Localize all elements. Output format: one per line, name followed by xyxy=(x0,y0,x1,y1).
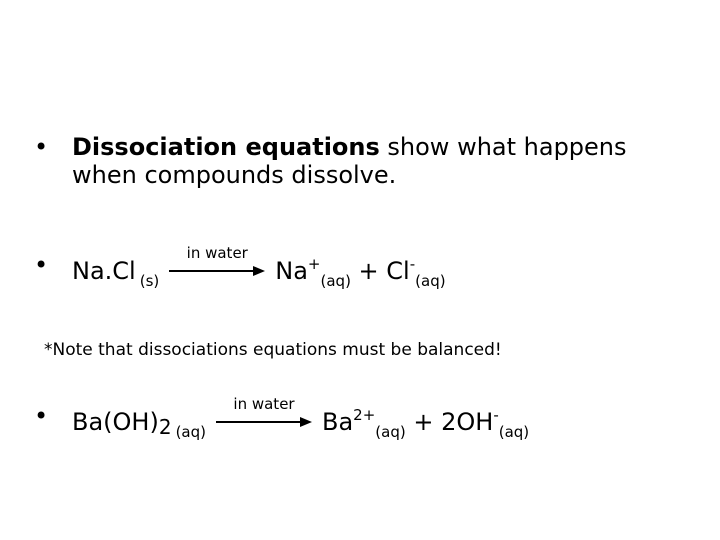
eq2-product-2: 2OH xyxy=(441,408,494,436)
right-arrow-icon xyxy=(167,265,267,277)
equation-2 xyxy=(72,395,530,441)
eq2-product-1: Ba xyxy=(322,408,354,436)
eq1-product-1-charge: + xyxy=(307,255,321,273)
intro-rest: show what happens when compounds dissolve. xyxy=(72,133,627,190)
intro-bold: Dissociation equations xyxy=(72,133,380,161)
intro-text xyxy=(72,133,674,190)
eq1-arrow-label: in water xyxy=(186,244,248,262)
balance-note: *Note that dissociations equations must be balanced! xyxy=(44,340,502,360)
bullet-icon: • xyxy=(34,133,49,161)
right-arrow-icon xyxy=(214,416,314,428)
intro-bullet xyxy=(34,133,674,190)
eq2-product-2-charge: - xyxy=(493,406,499,424)
eq2-product-1-state: (aq) xyxy=(375,423,406,441)
eq2-reactant: Ba(OH) xyxy=(72,408,159,436)
eq1-product-1: Na xyxy=(275,257,308,285)
eq2-arrow xyxy=(214,395,314,430)
eq1-product-1-state: (aq) xyxy=(320,272,351,290)
eq1-product-2: Cl xyxy=(386,257,410,285)
eq2-product-1-charge: 2+ xyxy=(353,406,376,424)
bullet-icon: • xyxy=(34,251,49,279)
equation-2-bullet xyxy=(34,395,530,441)
equation-1 xyxy=(72,244,446,290)
equation-1-bullet xyxy=(34,244,446,290)
eq2-plus: + xyxy=(405,408,442,436)
eq1-product-2-state: (aq) xyxy=(415,272,446,290)
eq1-arrow xyxy=(167,244,267,279)
eq1-product-2-charge: - xyxy=(409,255,416,273)
eq2-product-2-state: (aq) xyxy=(498,423,530,441)
eq2-reactant-subscript: 2 xyxy=(158,415,172,439)
eq1-reactant-state: (s) xyxy=(139,272,160,290)
eq2-reactant-state: (aq) xyxy=(175,423,206,441)
bullet-icon: • xyxy=(34,402,49,430)
eq1-reactant: Na.Cl xyxy=(72,257,136,285)
eq2-arrow-label: in water xyxy=(233,395,295,413)
eq1-plus: + xyxy=(350,257,387,285)
